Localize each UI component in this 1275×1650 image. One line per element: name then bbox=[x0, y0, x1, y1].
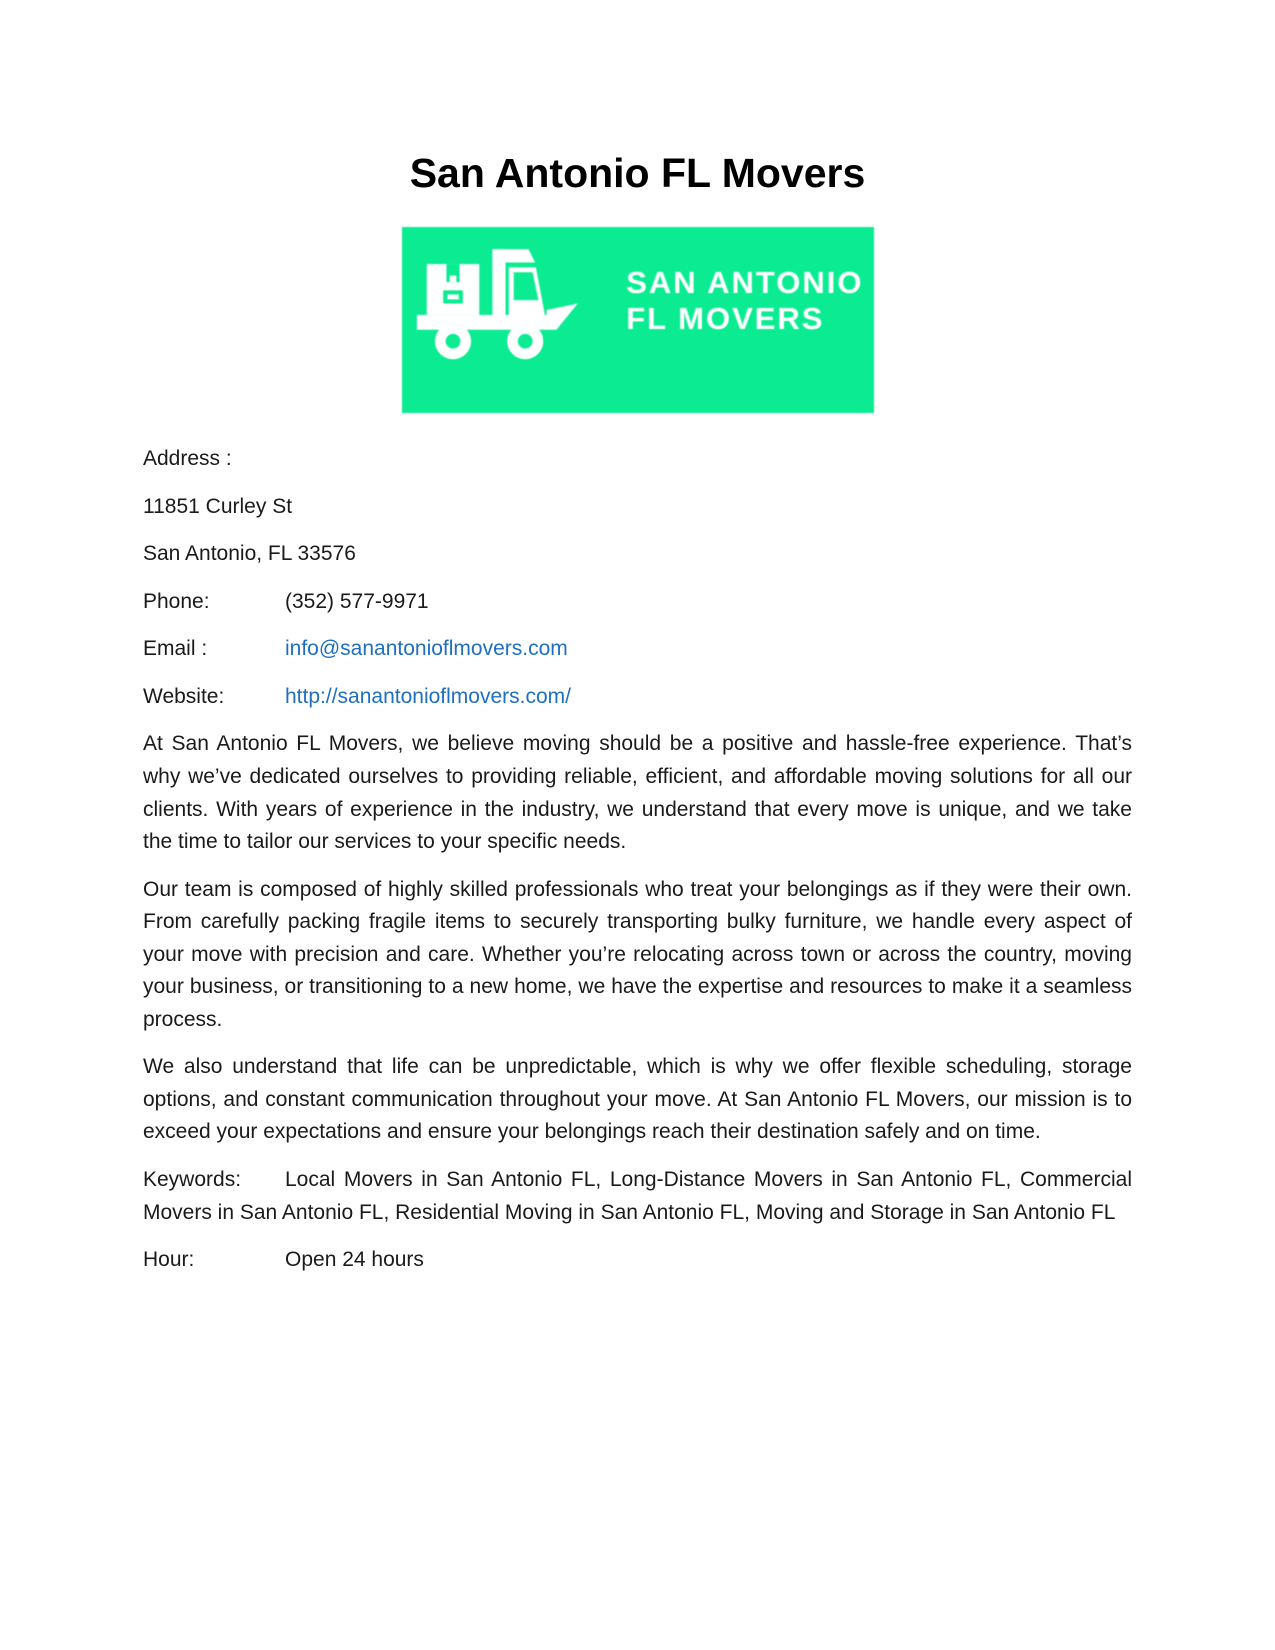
address-city-row bbox=[143, 538, 1132, 571]
hours-value: Open 24 hours bbox=[285, 1248, 424, 1272]
phone-label: Phone: bbox=[143, 589, 210, 613]
website-row bbox=[143, 681, 1132, 714]
phone-value: (352) 577-9971 bbox=[285, 589, 429, 613]
email-label: Email : bbox=[143, 637, 208, 661]
address-label: Address : bbox=[143, 447, 232, 471]
team-paragraph: Our team is composed of highly skilled professionals who treat your belongings as if they were their own. From carefully packing fragile items to securely transporting bulky furniture, we handle every aspect of your move with precision and care. Whether you’re relocating across town or across the country, moving your business, or transitioning to a new home, we have the expertise and resources to make it a seamless process. bbox=[143, 877, 1132, 1031]
address-street: 11851 Curley St bbox=[143, 494, 293, 518]
hours-label: Hour: bbox=[143, 1248, 195, 1272]
website-label: Website: bbox=[143, 684, 225, 708]
intro-paragraph: At San Antonio FL Movers, we believe moving should be a positive and hassle-free experience. That’s why we’ve dedicated ourselves to providing reliable, efficient, and affordable moving solutions for all our clients. With years of experience in the industry, we understand that every move is unique, and we take the time to tailor our services to your specific needs. bbox=[143, 732, 1132, 854]
logo-text-line2: FL MOVERS bbox=[626, 301, 825, 337]
logo-wordmark bbox=[626, 265, 863, 337]
keywords-value: Local Movers in San Antonio FL, Long-Distance Movers in San Antonio FL, Commercial Movers in San Antonio FL, Residential Moving in San Antonio FL, Moving and Storage in San Antonio FL bbox=[143, 1167, 1132, 1224]
website-link[interactable]: http://sanantonioflmovers.com/ bbox=[285, 684, 571, 708]
company-logo bbox=[402, 227, 874, 413]
email-row bbox=[143, 633, 1132, 666]
logo-text-line1: SAN ANTONIO bbox=[626, 265, 864, 301]
keywords-row bbox=[143, 1164, 1132, 1229]
address-street-row bbox=[143, 491, 1132, 524]
email-link[interactable]: info@sanantonioflmovers.com bbox=[285, 637, 568, 661]
phone-row bbox=[143, 586, 1132, 619]
truck-icon bbox=[412, 237, 601, 365]
page-title: San Antonio FL Movers bbox=[409, 150, 866, 196]
keywords-label: Keywords: bbox=[143, 1167, 242, 1191]
hours-row bbox=[143, 1244, 1132, 1277]
mission-paragraph: We also understand that life can be unpredictable, which is why we offer flexible scheduling, storage options, and constant communication throughout your move. At San Antonio FL Movers, our mission is to exceed your expectations and ensure your belongings reach their destination safely and on time. bbox=[143, 1055, 1132, 1144]
address-city: San Antonio, FL 33576 bbox=[143, 542, 356, 566]
address-label-row bbox=[143, 443, 1132, 476]
